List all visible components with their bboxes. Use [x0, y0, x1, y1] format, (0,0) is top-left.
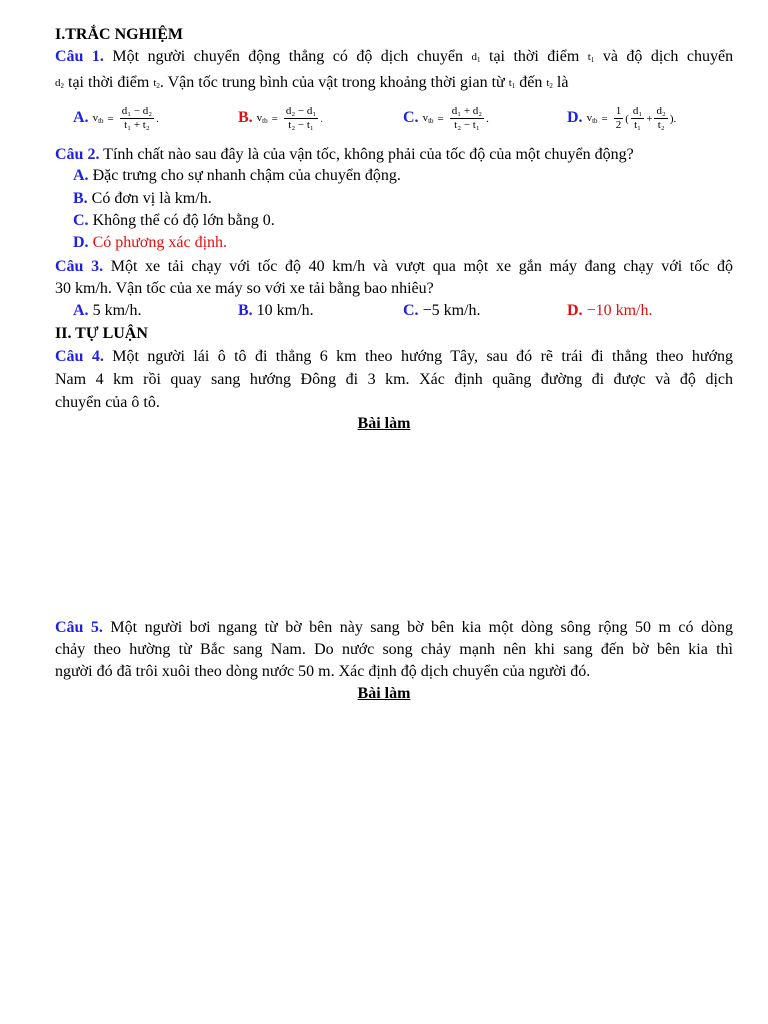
question-3-line-2: 30 km/h. Vận tốc của xe máy so với xe tải bằng bao nhiêu? — [55, 280, 434, 297]
question-5-line-3: người đó đã trôi xuôi theo dòng nước 50 m. Xác định độ dịch chuyển của người đó. — [55, 663, 591, 680]
question-2-option-d[interactable]: D. Có phương xác định. — [73, 234, 228, 251]
question-4-line-1: Câu 4. Một người lái ô tô đi thẳng 6 km theo hướng Tây, sau đó rẽ trái đi thẳng theo hướng — [55, 348, 734, 365]
question-1-label: Câu 1. — [55, 48, 104, 65]
question-3-option-a[interactable]: A. 5 km/h. — [73, 302, 142, 319]
question-5-label: Câu 5. — [55, 619, 103, 636]
question-4-line-3: chuyển của ô tô. — [55, 394, 160, 411]
question-1-option-d[interactable]: D. $v_{tb}$ = $\frac{1}{2}$ ( $\frac{\text{d₁}}{\text{t₁}}$ + $\frac{\text{d₂}}{\text{t₂}}$ ). — [567, 105, 677, 131]
question-3-option-b[interactable]: B. 10 km/h. — [238, 302, 314, 319]
question-2-stem: Câu 2. Tính chất nào sau đây là của vận tốc, không phải của tốc độ của một chuyển động? — [55, 146, 634, 163]
question-2-option-a[interactable]: A. Đặc trưng cho sự nhanh chậm của chuyển động. — [73, 167, 401, 184]
question-5-line-1: Câu 5. Một người bơi ngang từ bờ bên này sang bờ bên kia một dòng sông rộng 50 m có dòng — [55, 619, 734, 636]
question-3-option-c[interactable]: C. −5 km/h. — [403, 302, 481, 319]
question-1-line-2: $d_2$ tại thời điểm $t_2$. Vận tốc trung bình của vật trong khoảng thời gian từ $t_1$ đến $t_2$ là — [55, 74, 569, 91]
question-3-option-d[interactable]: D. −10 km/h. — [567, 302, 653, 319]
question-2-option-c[interactable]: C. Không thể có độ lớn bằng 0. — [73, 212, 275, 229]
section-title-essay: II. TỰ LUẬN — [55, 325, 148, 342]
question-3-label: Câu 3. — [55, 258, 104, 275]
question-2-label: Câu 2. — [55, 146, 100, 163]
question-4-work-heading: Bài làm — [357, 415, 411, 432]
question-2-option-b[interactable]: B. Có đơn vị là km/h. — [73, 190, 212, 207]
question-3-line-1: Câu 3. Một xe tải chạy với tốc độ 40 km/h và vượt qua một xe gắn máy đang chạy với tốc độ — [55, 258, 733, 275]
section-title-multiple-choice: I.TRẮC NGHIỆM — [55, 26, 184, 43]
question-4-line-2: Nam 4 km rồi quay sang hướng Đông đi 3 km. Xác định quãng đường đi được và độ dịch — [55, 371, 733, 388]
question-1-option-b[interactable]: B. $v_{tb}$ = $\frac{\text{d₂ − d₁}}{\text{t₂ − t₁}}$ . — [238, 105, 323, 131]
question-1-option-c[interactable]: C. $v_{tb}$ = $\frac{\text{d₁ + d₂}}{\text{t₂ − t₁}}$ . — [403, 105, 489, 131]
question-5-work-heading: Bài làm — [357, 685, 411, 702]
question-1-option-a[interactable]: A. $v_{tb}$ = $\frac{\text{d₁ − d₂}}{\text{t₁ + t₂}}$ . — [73, 105, 159, 131]
question-4-label: Câu 4. — [55, 348, 104, 365]
question-1-line-1: Câu 1. Một người chuyển động thẳng có độ dịch chuyển $d_1$ tại thời điểm $t_1$ và độ dịch chuyển — [55, 48, 734, 65]
question-5-line-2: chảy theo hường từ Bắc sang Nam. Do nước song chảy mạnh nên khi sang đến bờ bên kia thì — [55, 641, 733, 658]
